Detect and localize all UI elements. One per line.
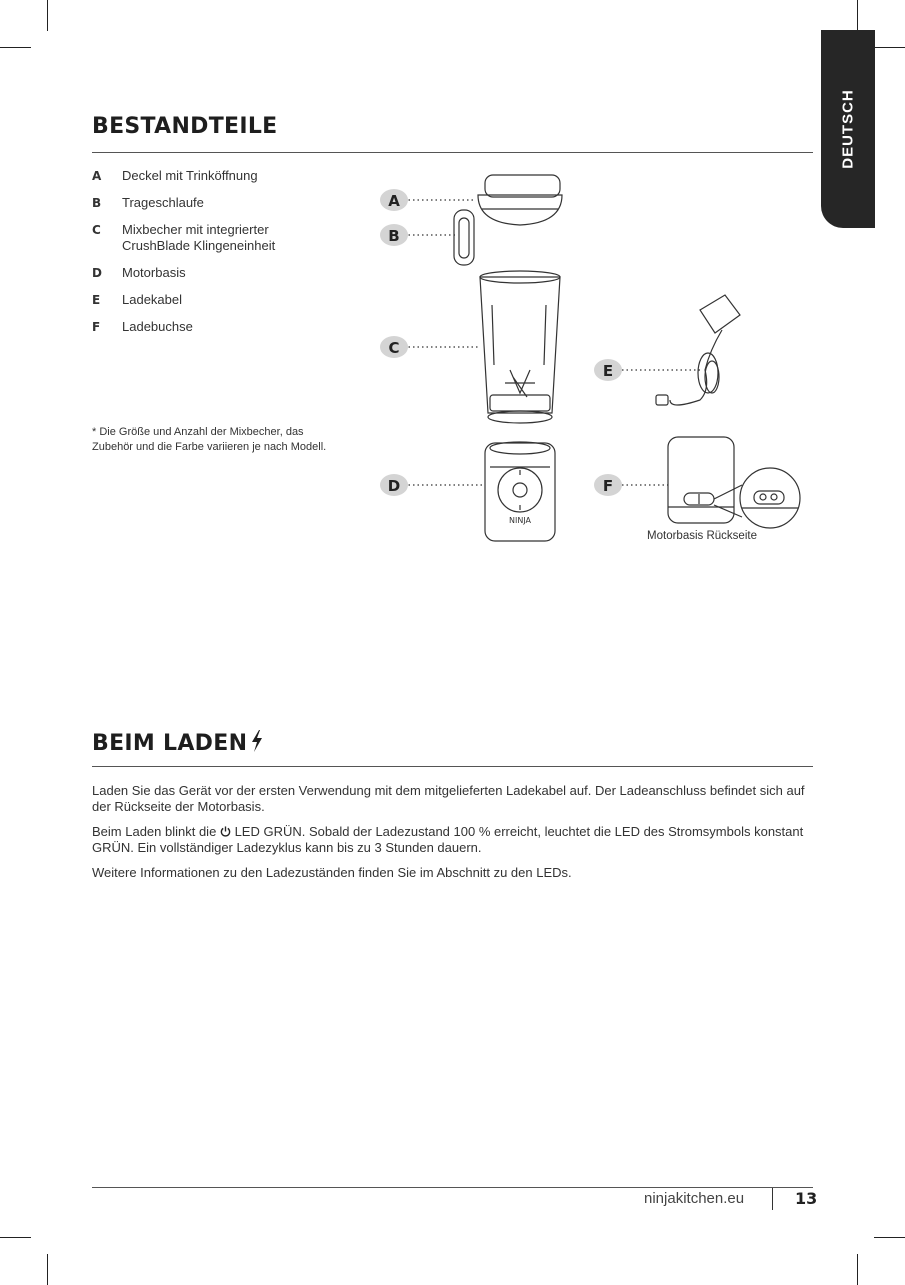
footnote: * Die Größe und Anzahl der Mixbecher, das Zubehör und die Farbe variieren je nach Modell. (92, 426, 327, 453)
page-number: 13 (795, 1189, 818, 1208)
svg-text:F: F (602, 477, 614, 495)
brand-mark: NINJA (508, 516, 532, 525)
part-letter: E (92, 293, 101, 307)
part-letter: F (92, 320, 101, 334)
list-item (92, 292, 352, 308)
part-label: Motorbasis (122, 265, 186, 280)
part-letter: C (92, 223, 101, 237)
list-item (92, 265, 352, 281)
paragraph-text: Beim Laden blinkt die (92, 824, 217, 839)
label-A (380, 189, 408, 211)
lightning-bolt-icon (251, 730, 263, 752)
power-icon (220, 826, 231, 837)
label-B (380, 224, 408, 246)
crop-mark (47, 0, 48, 31)
crop-mark (0, 1237, 31, 1238)
parts-list (92, 168, 352, 346)
paragraph-text: LED GRÜN. Sobald der Ladezustand 100 % erreicht, leuchtet die LED des Stromsymbols konstant GRÜN. Ein vollständiger Ladezyklus kann bis zu 3 Stunden dauern. (92, 824, 804, 855)
svg-text:C: C (388, 339, 400, 357)
label-D (380, 474, 408, 496)
list-item (92, 168, 352, 184)
footer-divider (92, 1187, 813, 1188)
lid-illustration (478, 175, 562, 225)
label-E (594, 359, 622, 381)
paragraph (92, 824, 812, 856)
part-label: Ladebuchse (122, 319, 193, 334)
label-F (594, 474, 622, 496)
part-letter: A (92, 169, 102, 183)
motor-base-rear-illustration (668, 437, 800, 528)
paragraph: Laden Sie das Gerät vor der ersten Verwendung mit dem mitgelieferten Ladekabel auf. Der Ladeanschluss befindet sich auf der Rückseite der Motorbasis. (92, 783, 805, 814)
svg-text:D: D (387, 477, 401, 495)
svg-text:E: E (602, 362, 614, 380)
charging-cable-illustration (656, 295, 740, 405)
svg-text:B: B (388, 227, 400, 245)
paragraph: Weitere Informationen zu den Ladezuständen finden Sie im Abschnitt zu den LEDs. (92, 865, 572, 880)
section-title-parts: BESTANDTEILE (92, 114, 278, 139)
diagram-caption: Motorbasis Rückseite (647, 530, 757, 542)
section-divider (92, 152, 813, 153)
part-label: Mixbecher mit integrierter CrushBlade Klingeneinheit (122, 222, 276, 253)
part-label: Ladekabel (122, 292, 182, 307)
footer-separator (772, 1188, 773, 1210)
label-C (380, 336, 408, 358)
crop-mark (857, 0, 858, 31)
section-title-charging (92, 730, 263, 756)
language-tab (821, 30, 875, 228)
crop-mark (47, 1254, 48, 1285)
part-letter: B (92, 196, 102, 210)
parts-diagram (370, 165, 820, 550)
list-item (92, 195, 352, 211)
motor-base-illustration (485, 442, 555, 541)
svg-text:A: A (388, 192, 400, 210)
part-letter: D (92, 266, 102, 280)
section-divider (92, 766, 813, 767)
crop-mark (874, 47, 905, 48)
carry-loop-illustration (454, 210, 474, 265)
list-item (92, 319, 352, 335)
part-label: Deckel mit Trinköffnung (122, 168, 258, 183)
list-item (92, 222, 352, 254)
jar-illustration (480, 271, 560, 423)
footer-url: ninjakitchen.eu (644, 1190, 745, 1207)
section-title-charging-text: BEIM LADEN (92, 731, 248, 756)
crop-mark (857, 1254, 858, 1285)
language-tab-label: DEUTSCH (839, 89, 857, 169)
crop-mark (0, 47, 31, 48)
part-label: Trageschlaufe (122, 195, 204, 210)
crop-mark (874, 1237, 905, 1238)
